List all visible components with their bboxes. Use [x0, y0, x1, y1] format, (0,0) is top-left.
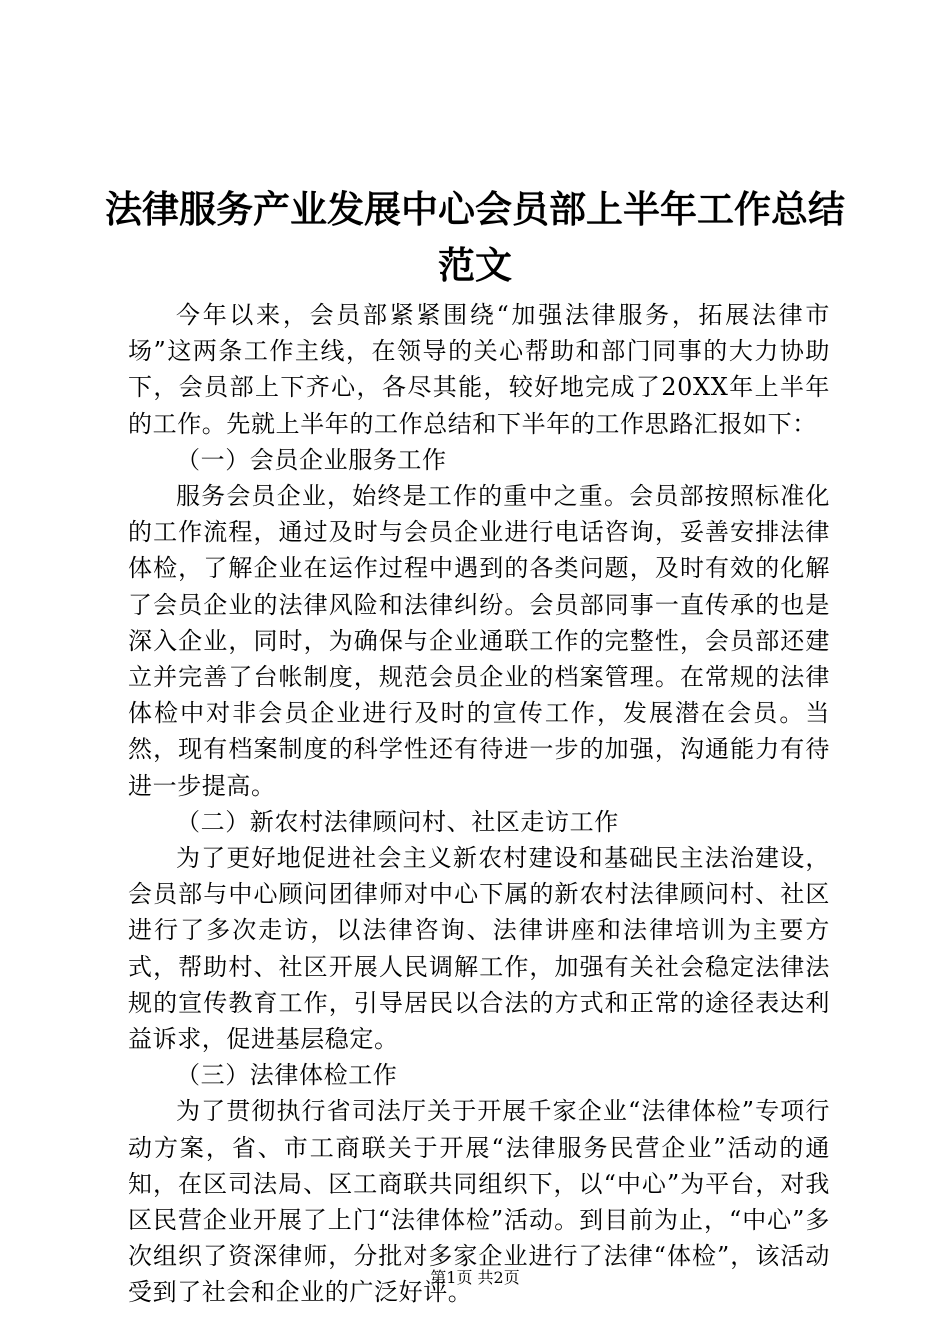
section-paragraph-3: 为了贯彻执行省司法厅关于开展千家企业“法律体检”专项行动方案，省、市工商联关于开展“法律服务民营企业”活动的通知，在区司法局、区工商联共同组织下，以“中心”为平台，对我区民营企业开展了上门“法律体检”活动。到目前为止，“中心”多次组织了资深律师，分批对多家企业进行了法律“体检”，该活动受到了社会和企业的广泛好评。: [128, 1097, 830, 1307]
section-paragraph-2: 为了更好地促进社会主义新农村建设和基础民主法治建设，会员部与中心顾问团律师对中心下属的新农村法律顾问村、社区进行了多次走访，以法律咨询、法律讲座和法律培训为主要方式，帮助村、社区开展人民调解工作，加强有关社会稳定法律法规的宣传教育工作，引导居民以合法的方式和正常的途径表达利益诉求，促进基层稳定。: [128, 844, 830, 1054]
section-heading-3: （三）法律体检工作: [176, 1061, 398, 1090]
section-paragraph-1: 服务会员企业，始终是工作的重中之重。会员部按照标准化的工作流程，通过及时与会员企业进行电话咨询，妥善安排法律体检，了解企业在运作过程中遇到的各类问题，及时有效的化解了会员企业的法律风险和法律纠纷。会员部同事一直传承的也是深入企业，同时，为确保与企业通联工作的完整性，会员部还建立并完善了台帐制度，规范会员企业的档案管理。在常规的法律体检中对非会员企业进行及时的宣传工作，发展潜在会员。当然，现有档案制度的科学性还有待进一步的加强，沟通能力有待进一步提高。: [128, 482, 830, 800]
document-title-line-1: 法律服务产业发展中心会员部上半年工作总结: [105, 188, 845, 231]
document-body: [128, 297, 830, 1311]
section-heading-1: （一）会员企业服务工作: [176, 445, 447, 474]
section-heading-2: （二）新农村法律顾问村、社区走访工作: [176, 807, 619, 836]
document-title-line-2: 范文: [438, 244, 512, 287]
intro-paragraph: 今年以来，会员部紧紧围绕“加强法律服务，拓展法律市场”这两条工作主线，在领导的关心帮助和部门同事的大力协助下，会员部上下齐心，各尽其能，较好地完成了20XX年上半年的工作。先就上半年的工作总结和下半年的工作思路汇报如下：: [128, 301, 830, 438]
page-footer: 第1页 共2页: [430, 1268, 520, 1287]
